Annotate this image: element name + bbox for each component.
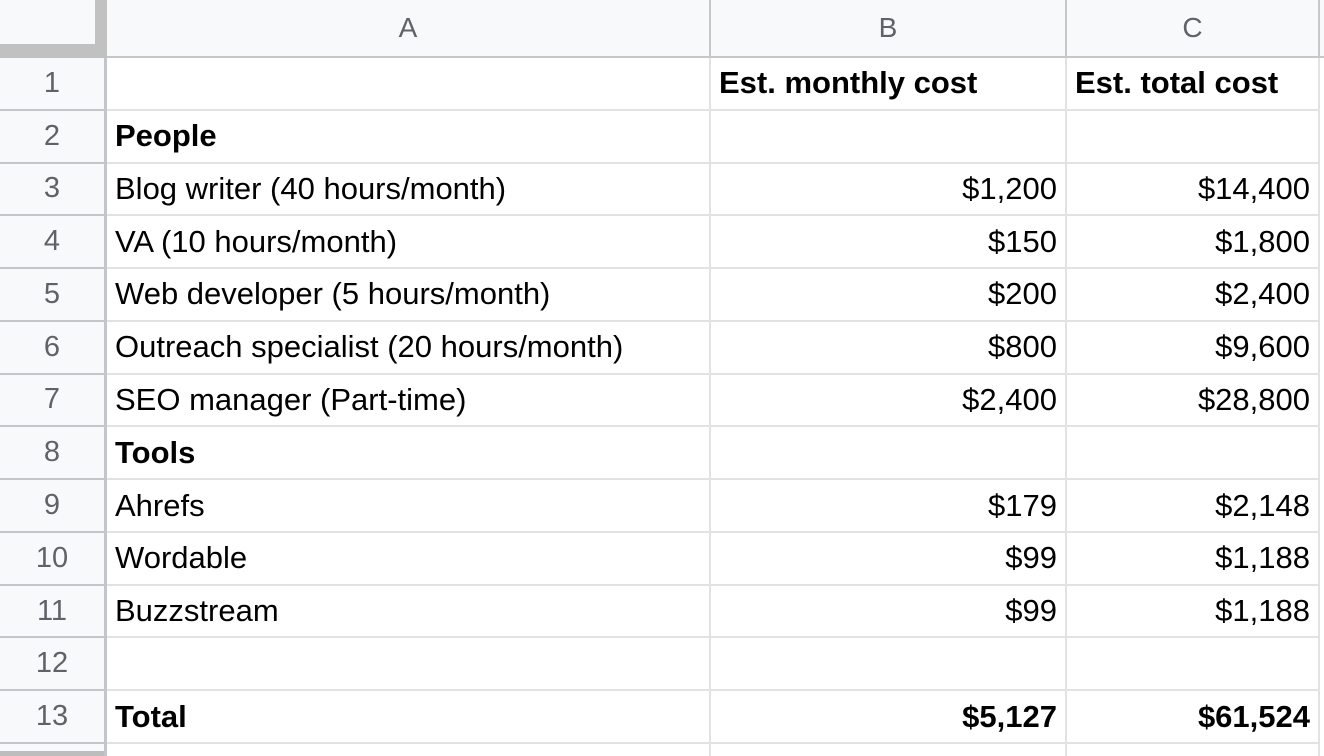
cell-A10[interactable]: Wordable — [107, 533, 709, 586]
cell-A3[interactable]: Blog writer (40 hours/month) — [107, 164, 709, 217]
cell-A1[interactable] — [107, 58, 709, 111]
cell-C10[interactable]: $1,188 — [1067, 533, 1318, 586]
cell-B2[interactable] — [711, 111, 1065, 164]
cell-B13[interactable]: $5,127 — [711, 691, 1065, 744]
cell-C3[interactable]: $14,400 — [1067, 164, 1318, 217]
cell-B9[interactable]: $179 — [711, 480, 1065, 533]
cell-C1[interactable]: Est. total cost — [1067, 58, 1318, 111]
cell-A13[interactable]: Total — [107, 691, 709, 744]
cell-B10[interactable]: $99 — [711, 533, 1065, 586]
row-header-8[interactable]: 8 — [0, 427, 104, 480]
column-header-row — [0, 0, 1324, 58]
row-header-4[interactable]: 4 — [0, 216, 104, 269]
row-header-2[interactable]: 2 — [0, 111, 104, 164]
cell-A7[interactable]: SEO manager (Part-time) — [107, 375, 709, 428]
row-header-6[interactable]: 6 — [0, 322, 104, 375]
cell-B12[interactable] — [711, 638, 1065, 691]
cell-B3[interactable]: $1,200 — [711, 164, 1065, 217]
column-letter: C — [1182, 12, 1203, 43]
row-header-9[interactable]: 9 — [0, 480, 104, 533]
cell-C2[interactable] — [1067, 111, 1318, 164]
cell-A11[interactable]: Buzzstream — [107, 586, 709, 639]
cell-C12[interactable] — [1067, 638, 1318, 691]
cell-C11[interactable]: $1,188 — [1067, 586, 1318, 639]
grid-vline-right — [1318, 58, 1320, 756]
column-header-b[interactable] — [711, 0, 1067, 56]
cell-A12[interactable] — [107, 638, 709, 691]
cell-A2[interactable]: People — [107, 111, 709, 164]
cell-A9[interactable]: Ahrefs — [107, 480, 709, 533]
cell-B4[interactable]: $150 — [711, 216, 1065, 269]
cell-A5[interactable]: Web developer (5 hours/month) — [107, 269, 709, 322]
column-letter: A — [398, 12, 418, 43]
cell-C9[interactable]: $2,148 — [1067, 480, 1318, 533]
cell-B7[interactable]: $2,400 — [711, 375, 1065, 428]
column-header-c[interactable] — [1067, 0, 1320, 56]
cell-C7[interactable]: $28,800 — [1067, 375, 1318, 428]
column-letter: B — [878, 12, 898, 43]
row-header-1[interactable]: 1 — [0, 58, 104, 111]
cell-C6[interactable]: $9,600 — [1067, 322, 1318, 375]
cell-B6[interactable]: $800 — [711, 322, 1065, 375]
row-header-3[interactable]: 3 — [0, 164, 104, 217]
row-header-7[interactable]: 7 — [0, 375, 104, 428]
cell-B8[interactable] — [711, 427, 1065, 480]
row-header-12[interactable]: 12 — [0, 638, 104, 691]
cell-C5[interactable]: $2,400 — [1067, 269, 1318, 322]
cell-B5[interactable]: $200 — [711, 269, 1065, 322]
row-header-5[interactable]: 5 — [0, 269, 104, 322]
cell-A8[interactable]: Tools — [107, 427, 709, 480]
row-header-10[interactable]: 10 — [0, 533, 104, 586]
cell-B1[interactable]: Est. monthly cost — [711, 58, 1065, 111]
cell-A4[interactable]: VA (10 hours/month) — [107, 216, 709, 269]
cell-C13[interactable]: $61,524 — [1067, 691, 1318, 744]
select-all-corner[interactable] — [0, 0, 107, 58]
cell-C8[interactable] — [1067, 427, 1318, 480]
cell-A6[interactable]: Outreach specialist (20 hours/month) — [107, 322, 709, 375]
row-header-11[interactable]: 11 — [0, 586, 104, 639]
cell-B11[interactable]: $99 — [711, 586, 1065, 639]
frozen-pane-bar — [0, 751, 104, 756]
column-header-a[interactable] — [107, 0, 711, 56]
row-header-13[interactable]: 13 — [0, 691, 104, 744]
cell-C4[interactable]: $1,800 — [1067, 216, 1318, 269]
